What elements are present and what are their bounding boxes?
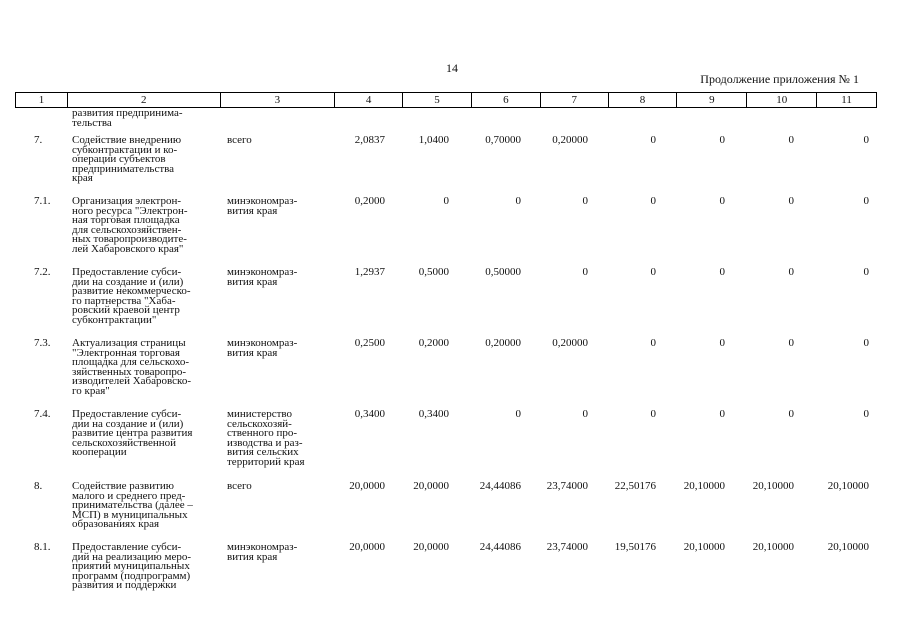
row-name: Предоставление субси- дий на реализацию меро- приятий муниципальных программ (подпрограмм) развития и поддержки <box>72 541 191 591</box>
continuation-text: развития предпринима- тельства <box>72 107 183 129</box>
value-col-5: 0,5000 <box>418 266 449 278</box>
value-col-11: 20,10000 <box>827 480 869 492</box>
page-number: 14 <box>446 61 458 75</box>
row-name: Предоставление субси- дии на создание и (или) развитие центра развития сельскохозяйственной кооперации <box>72 408 193 458</box>
row-number: 7.3. <box>34 337 51 349</box>
value-col-9: 0 <box>719 195 725 207</box>
value-col-4: 0,3400 <box>354 408 385 420</box>
value-col-10: 0 <box>788 337 794 349</box>
row-source: всего <box>227 134 252 146</box>
value-col-9: 0 <box>719 337 725 349</box>
row-source: минэкономраз- вития края <box>227 266 298 288</box>
value-col-5: 20,0000 <box>413 480 449 492</box>
row-source: минэкономраз- вития края <box>227 195 298 217</box>
value-col-10: 20,10000 <box>752 480 794 492</box>
value-col-9: 0 <box>719 408 725 420</box>
value-col-5: 20,0000 <box>413 541 449 553</box>
value-col-8: 0 <box>650 266 656 278</box>
value-col-11: 0 <box>863 266 869 278</box>
value-col-4: 0,2000 <box>354 195 385 207</box>
value-col-5: 1,0400 <box>418 134 449 146</box>
value-col-9: 0 <box>719 134 725 146</box>
table-row <box>15 195 877 255</box>
col-header-10: 10 <box>747 93 817 107</box>
value-col-6: 0,50000 <box>485 266 521 278</box>
value-col-8: 0 <box>650 408 656 420</box>
row-name: Содействие внедрению субконтрактации и ко- операции субъектов предпринимательства края <box>72 134 182 184</box>
row-source: минэкономраз- вития края <box>227 541 298 563</box>
table-row <box>15 337 877 397</box>
col-header-5: 5 <box>403 93 472 107</box>
value-col-10: 0 <box>788 408 794 420</box>
value-col-8: 19,50176 <box>614 541 656 553</box>
value-col-11: 0 <box>863 408 869 420</box>
table-row <box>15 134 877 184</box>
value-col-4: 20,0000 <box>349 480 385 492</box>
row-number: 7.2. <box>34 266 51 278</box>
col-header-2: 2 <box>68 93 221 107</box>
value-col-9: 20,10000 <box>683 541 725 553</box>
row-number: 7.4. <box>34 408 51 420</box>
table-row <box>15 541 877 591</box>
col-header-11: 11 <box>841 94 852 106</box>
value-col-6: 0,70000 <box>485 134 521 146</box>
col-header-3: 3 <box>221 93 336 107</box>
value-col-8: 0 <box>650 195 656 207</box>
value-col-11: 0 <box>863 195 869 207</box>
value-col-7: 0 <box>582 266 588 278</box>
row-name: Предоставление субси- дии на создание и (или) развитие некоммерческо- го партнерства "Хаба- ровский краевой центр субконтрактации" <box>72 266 191 326</box>
col-header-6: 6 <box>472 93 541 107</box>
value-col-7: 0,20000 <box>552 337 588 349</box>
row-number: 8.1. <box>34 541 51 553</box>
value-col-6: 0 <box>515 195 521 207</box>
value-col-7: 23,74000 <box>546 480 588 492</box>
col-header-7: 7 <box>541 93 609 107</box>
table-row <box>15 266 877 326</box>
value-col-5: 0 <box>443 195 449 207</box>
value-col-5: 0,3400 <box>418 408 449 420</box>
value-col-4: 20,0000 <box>349 541 385 553</box>
row-name: Актуализация страницы "Электронная торговая площадка для сельскохо- зяйственных товаропро- изводителей Хабаровско- го края" <box>72 337 191 397</box>
row-number: 7. <box>34 134 43 146</box>
value-col-6: 24,44086 <box>479 480 521 492</box>
row-source: всего <box>227 480 252 492</box>
value-col-4: 0,2500 <box>354 337 385 349</box>
value-col-6: 0,20000 <box>485 337 521 349</box>
value-col-7: 0,20000 <box>552 134 588 146</box>
row-source: минэкономраз- вития края <box>227 337 298 359</box>
value-col-10: 0 <box>788 134 794 146</box>
row-number: 7.1. <box>34 195 51 207</box>
row-source: министерство сельскохозяй- ственного про- изводства и раз- вития сельских территорий края <box>227 408 305 468</box>
value-col-4: 1,2937 <box>354 266 385 278</box>
value-col-4: 2,0837 <box>354 134 385 146</box>
table-header-row <box>15 92 877 108</box>
row-number: 8. <box>34 480 43 492</box>
appendix-subtitle: Продолжение приложения № 1 <box>700 72 859 86</box>
value-col-10: 0 <box>788 195 794 207</box>
value-col-6: 24,44086 <box>479 541 521 553</box>
value-col-7: 0 <box>582 408 588 420</box>
value-col-7: 23,74000 <box>546 541 588 553</box>
value-col-5: 0,2000 <box>418 337 449 349</box>
value-col-6: 0 <box>515 408 521 420</box>
col-header-8: 8 <box>609 93 678 107</box>
value-col-11: 20,10000 <box>827 541 869 553</box>
value-col-7: 0 <box>582 195 588 207</box>
table-row <box>15 408 877 468</box>
row-name: Содействие развитию малого и среднего пред- принимательства (далее – МСП) в муниципальных образованиях края <box>72 480 193 530</box>
value-col-8: 22,50176 <box>614 480 656 492</box>
value-col-10: 20,10000 <box>752 541 794 553</box>
col-header-4: 4 <box>335 93 403 107</box>
value-col-11: 0 <box>863 337 869 349</box>
value-col-11: 0 <box>863 134 869 146</box>
value-col-10: 0 <box>788 266 794 278</box>
value-col-8: 0 <box>650 337 656 349</box>
value-col-9: 20,10000 <box>683 480 725 492</box>
col-header-9: 9 <box>677 93 747 107</box>
value-col-9: 0 <box>719 266 725 278</box>
value-col-8: 0 <box>650 134 656 146</box>
row-name: Организация электрон- ного ресурса "Электрон- ная торговая площадка для сельскохозяйствен- ных товаропроизводите- лей Хабаровского края" <box>72 195 188 255</box>
col-header-1: 1 <box>16 93 68 107</box>
table-row <box>15 480 877 530</box>
